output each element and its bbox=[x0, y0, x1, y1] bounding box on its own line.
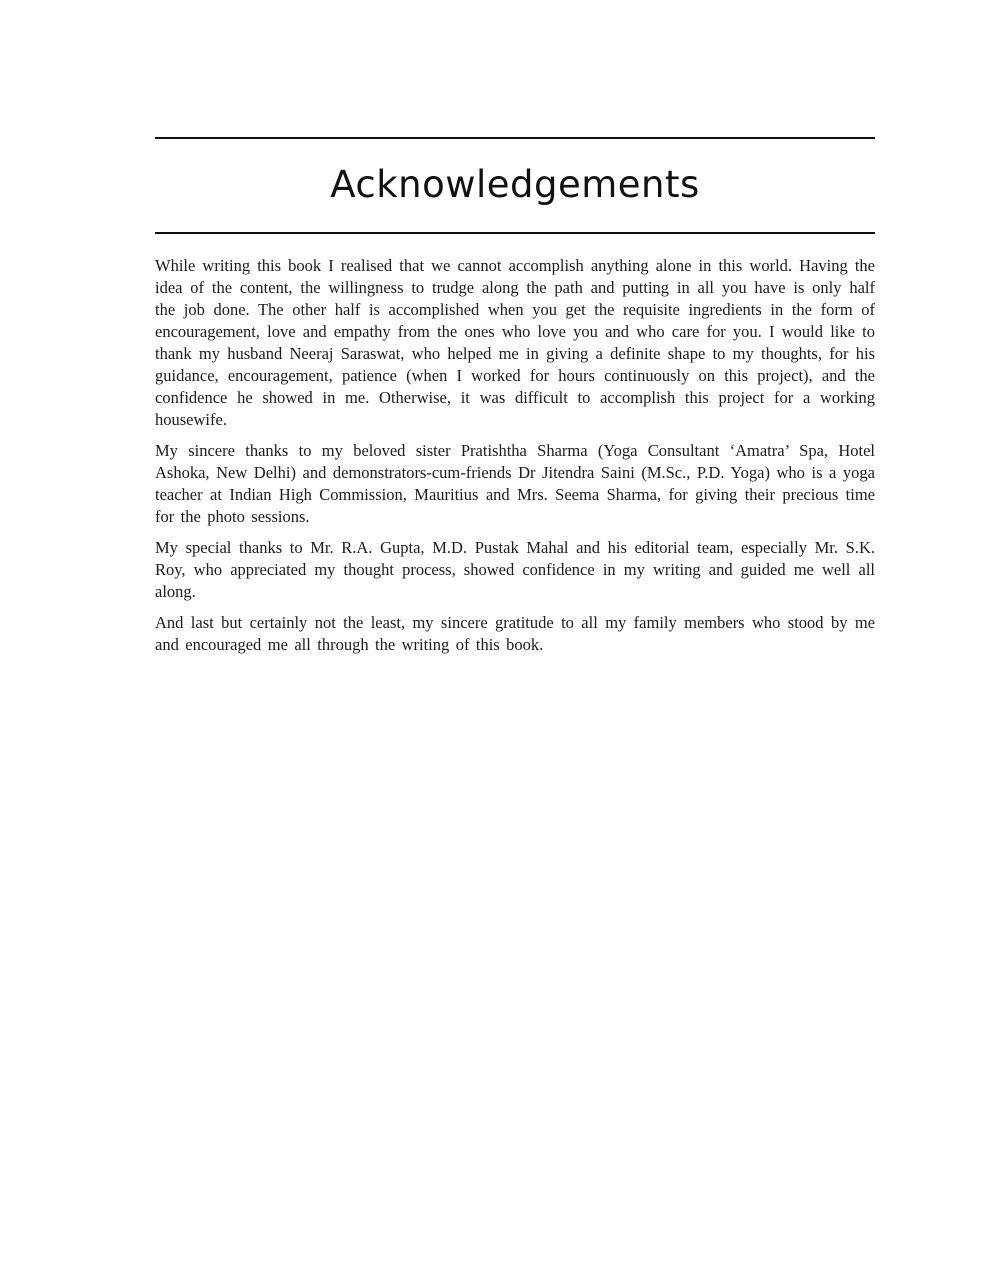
acknowledgements-text bbox=[155, 255, 875, 656]
paragraph-1: While writing this book I realised that we cannot accomplish anything alone in this world. Having the idea of the content, the willingness to trudge along the path and putting in all you have is only half the job done. The other half is accomplished when you get the requisite ingredients in the form of encouragement, love and empathy from the ones who love you and who care for you. I would like to thank my husband Neeraj Saraswat, who helped me in giving a definite shape to my thoughts, for his guidance, encouragement, patience (when I worked for hours continuously on this project), and the confidence he showed in me. Otherwise, it was difficult to accomplish this project for a working housewife. bbox=[155, 256, 875, 429]
title-rule-bottom bbox=[155, 232, 875, 234]
page-title: Acknowledgements bbox=[330, 163, 700, 206]
paragraph-4: And last but certainly not the least, my sincere gratitude to all my family members who stood by me and encouraged me all through the writing of this book. bbox=[155, 613, 875, 654]
paragraph-2: My sincere thanks to my beloved sister Pratishtha Sharma (Yoga Consultant ‘Amatra’ Spa, Hotel Ashoka, New Delhi) and demonstrators-cum-friends Dr Jitendra Saini (M.Sc., P.D. Yoga) who is a yoga teacher at Indian High Commission, Mauritius and Mrs. Seema Sharma, for giving their precious time for the photo sessions. bbox=[155, 441, 875, 526]
title-rule-top bbox=[155, 137, 875, 139]
paragraph-3: My special thanks to Mr. R.A. Gupta, M.D. Pustak Mahal and his editorial team, especially Mr. S.K. Roy, who appreciated my thought process, showed confidence in my writing and guided me well all along. bbox=[155, 538, 875, 601]
